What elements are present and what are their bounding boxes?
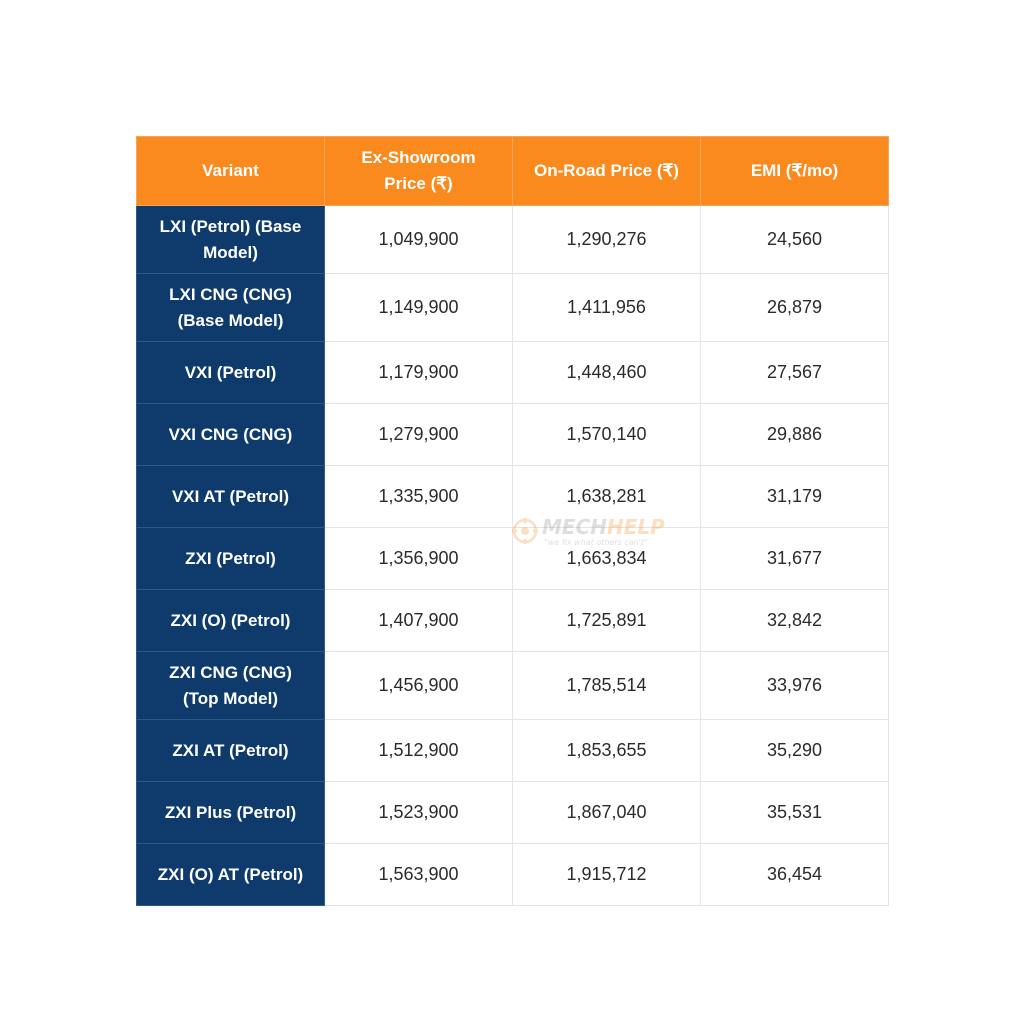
emi-cell: 29,886 bbox=[701, 404, 889, 466]
header-variant bbox=[137, 137, 325, 206]
variant-name-line1: ZXI CNG (CNG) bbox=[169, 662, 292, 682]
watermark-tagline: "we fix what others can't" bbox=[544, 538, 648, 547]
variant-name-line1: ZXI (O) AT (Petrol) bbox=[157, 864, 304, 884]
ex-showroom-price-cell: 1,335,900 bbox=[325, 466, 513, 528]
ex-showroom-price-cell: 1,407,900 bbox=[325, 590, 513, 652]
table-row bbox=[137, 590, 889, 652]
variant-name-line1: VXI (Petrol) bbox=[184, 362, 277, 382]
header-ex-showroom bbox=[325, 137, 513, 206]
ex-showroom-price-cell: 1,149,900 bbox=[325, 274, 513, 342]
header-emi-label: EMI (₹/mo) bbox=[750, 161, 839, 180]
variant-name-line1: ZXI Plus (Petrol) bbox=[164, 802, 297, 822]
ex-showroom-price-cell: 1,279,900 bbox=[325, 404, 513, 466]
variant-cell bbox=[137, 274, 325, 342]
table-row bbox=[137, 342, 889, 404]
price-table bbox=[136, 136, 889, 906]
table-header bbox=[137, 137, 889, 206]
ex-showroom-price-cell: 1,563,900 bbox=[325, 844, 513, 906]
variant-cell bbox=[137, 206, 325, 274]
table-row bbox=[137, 404, 889, 466]
on-road-price-cell: 1,785,514 bbox=[513, 652, 701, 720]
emi-cell: 24,560 bbox=[701, 206, 889, 274]
on-road-price-cell: 1,867,040 bbox=[513, 782, 701, 844]
variant-name-line2: (Top Model) bbox=[182, 688, 279, 708]
on-road-price-cell: 1,290,276 bbox=[513, 206, 701, 274]
on-road-price-cell: 1,448,460 bbox=[513, 342, 701, 404]
table-row bbox=[137, 844, 889, 906]
emi-cell: 31,179 bbox=[701, 466, 889, 528]
ex-showroom-price-cell: 1,049,900 bbox=[325, 206, 513, 274]
variant-cell bbox=[137, 720, 325, 782]
table-body bbox=[137, 206, 889, 906]
on-road-price-cell: 1,411,956 bbox=[513, 274, 701, 342]
table-row bbox=[137, 528, 889, 590]
on-road-price-cell: 1,915,712 bbox=[513, 844, 701, 906]
variant-name-line1: VXI CNG (CNG) bbox=[168, 424, 293, 444]
emi-cell: 31,677 bbox=[701, 528, 889, 590]
variant-cell bbox=[137, 590, 325, 652]
on-road-price-cell: 1,570,140 bbox=[513, 404, 701, 466]
on-road-price-cell: 1,638,281 bbox=[513, 466, 701, 528]
on-road-price-cell: 1,663,834 bbox=[513, 528, 701, 590]
header-ex-showroom-line2: Price (₹) bbox=[384, 174, 453, 193]
price-table-container bbox=[136, 136, 888, 906]
watermark-brand-mech: MECH bbox=[542, 515, 607, 539]
variant-cell bbox=[137, 528, 325, 590]
on-road-price-cell: 1,853,655 bbox=[513, 720, 701, 782]
ex-showroom-price-cell: 1,512,900 bbox=[325, 720, 513, 782]
variant-cell bbox=[137, 342, 325, 404]
variant-cell bbox=[137, 782, 325, 844]
header-variant-label: Variant bbox=[202, 161, 259, 180]
emi-cell: 27,567 bbox=[701, 342, 889, 404]
ex-showroom-price-cell: 1,356,900 bbox=[325, 528, 513, 590]
header-row bbox=[137, 137, 889, 206]
variant-name-line1: VXI AT (Petrol) bbox=[171, 486, 290, 506]
header-emi bbox=[701, 137, 889, 206]
variant-name-line2: Model) bbox=[203, 242, 258, 262]
header-ex-showroom-line1: Ex-Showroom bbox=[361, 148, 476, 167]
variant-cell bbox=[137, 404, 325, 466]
ex-showroom-price-cell: 1,456,900 bbox=[325, 652, 513, 720]
variant-name-line1: ZXI (Petrol) bbox=[185, 548, 276, 568]
table-row bbox=[137, 466, 889, 528]
variant-name-line1: ZXI AT (Petrol) bbox=[172, 740, 289, 760]
table-row bbox=[137, 782, 889, 844]
variant-name-line1: LXI CNG (CNG) bbox=[169, 284, 292, 304]
emi-cell: 35,531 bbox=[701, 782, 889, 844]
ex-showroom-price-cell: 1,523,900 bbox=[325, 782, 513, 844]
variant-cell bbox=[137, 466, 325, 528]
variant-name-line1: LXI (Petrol) (Base bbox=[159, 216, 302, 236]
table-row bbox=[137, 652, 889, 720]
table-row bbox=[137, 206, 889, 274]
emi-cell: 35,290 bbox=[701, 720, 889, 782]
table-row bbox=[137, 720, 889, 782]
emi-cell: 32,842 bbox=[701, 590, 889, 652]
emi-cell: 36,454 bbox=[701, 844, 889, 906]
emi-cell: 33,976 bbox=[701, 652, 889, 720]
watermark-brand-help: HELP bbox=[606, 515, 665, 539]
header-on-road-label: On-Road Price (₹) bbox=[534, 161, 679, 180]
variant-cell bbox=[137, 652, 325, 720]
emi-cell: 26,879 bbox=[701, 274, 889, 342]
variant-name-line1: ZXI (O) (Petrol) bbox=[170, 610, 291, 630]
header-on-road bbox=[513, 137, 701, 206]
variant-cell bbox=[137, 844, 325, 906]
ex-showroom-price-cell: 1,179,900 bbox=[325, 342, 513, 404]
on-road-price-cell: 1,725,891 bbox=[513, 590, 701, 652]
variant-name-line2: (Base Model) bbox=[177, 310, 284, 330]
table-row bbox=[137, 274, 889, 342]
